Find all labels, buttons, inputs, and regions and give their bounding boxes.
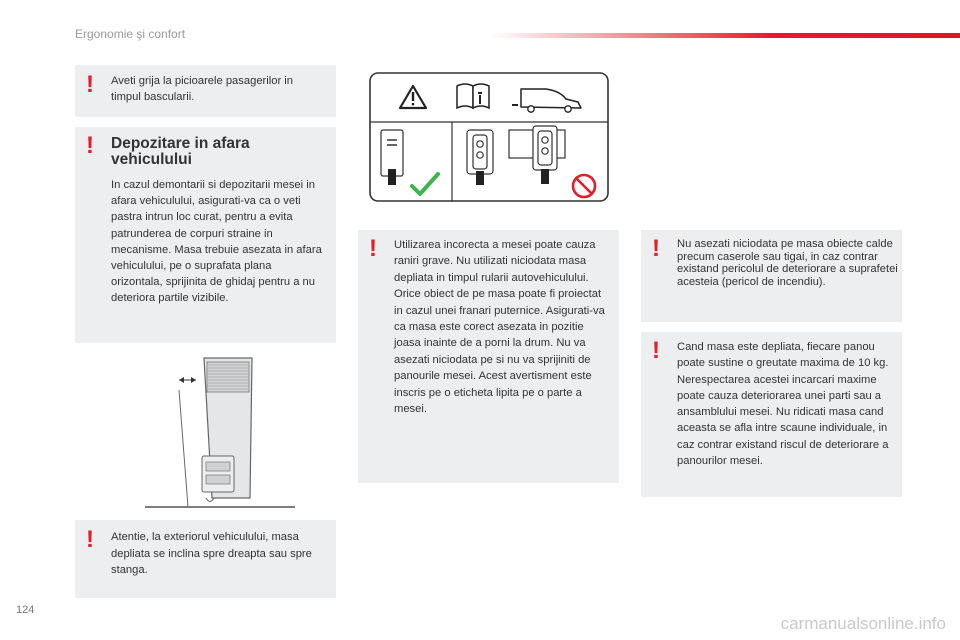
warning-icon: ! — [86, 526, 94, 553]
header-accent-line — [490, 33, 960, 38]
legs-warning-text: Aveti grija la picioarele pasagerilor in timpul bascularii. — [111, 75, 293, 103]
warning-icon: ! — [369, 235, 377, 262]
table-tilt-illustration — [140, 350, 300, 515]
load-warning-text: Cand masa este depliata, fiecare panou poate sustine o greutate maxima de 10 kg. Nerespectarea acestei incarcari maxime poate cauza deteriorarea unei parti sau a ansamblului mesei. Nu ridicati masa cand aceasta se afla intre scaune individuale, in caz contrar existand riscul de deteriorare a panourilor mesei. — [677, 341, 889, 468]
page-number: 124 — [16, 604, 35, 616]
storage-body: In cazul demontarii si depozitarii mesei in afara vehiculului, asigurati-va ca o veti pastra intrun loc curat, pentru a evita patrunderea de corpuri straine in mecanisme. Masa trebuie asezata in afara vehiculului, pe o suprafata plana orizontala, sprijinita de ghidaj pentru a nu deteriora partile vizibile. — [111, 179, 322, 305]
warning-icon: ! — [652, 337, 660, 364]
watermark: carmanualsonline.info — [780, 614, 946, 633]
warning-icon: ! — [652, 235, 660, 262]
hot-objects-warning-text: Nu asezati niciodata pe masa obiecte calde precum caserole sau tigai, in caz contrar existand pericolul de deteriorare a suprafetei acesteia (pericol de incendiu). — [677, 238, 898, 288]
warning-icon: ! — [86, 71, 94, 98]
exterior-warning-text: Atentie, la exteriorul vehiculului, masa depliata se inclina spre dreapta sau spre stanga. — [111, 531, 312, 576]
misuse-warning-text: Utilizarea incorecta a mesei poate cauza raniri grave. Nu utilizati niciodata masa depliata in timpul rularii autovehiculului. Orice obiect de pe masa poate fi proiectat in cazul unei franari puternice. Asigurati-va ca masa este corect asezata in pozitie joasa inainte de a porni la drum. Nu va asezati niciodata pe si nu va sprijiniti de panourile mesei. Acest avertisment este inscris pe o eticheta lipita pe o parte a mesei. — [394, 239, 605, 416]
warning-icon: ! — [86, 132, 94, 159]
storage-heading: Depozitare in afara vehiculului — [111, 135, 250, 168]
warning-label-diagram — [369, 72, 609, 202]
header-title: Ergonomie şi confort — [75, 27, 186, 41]
